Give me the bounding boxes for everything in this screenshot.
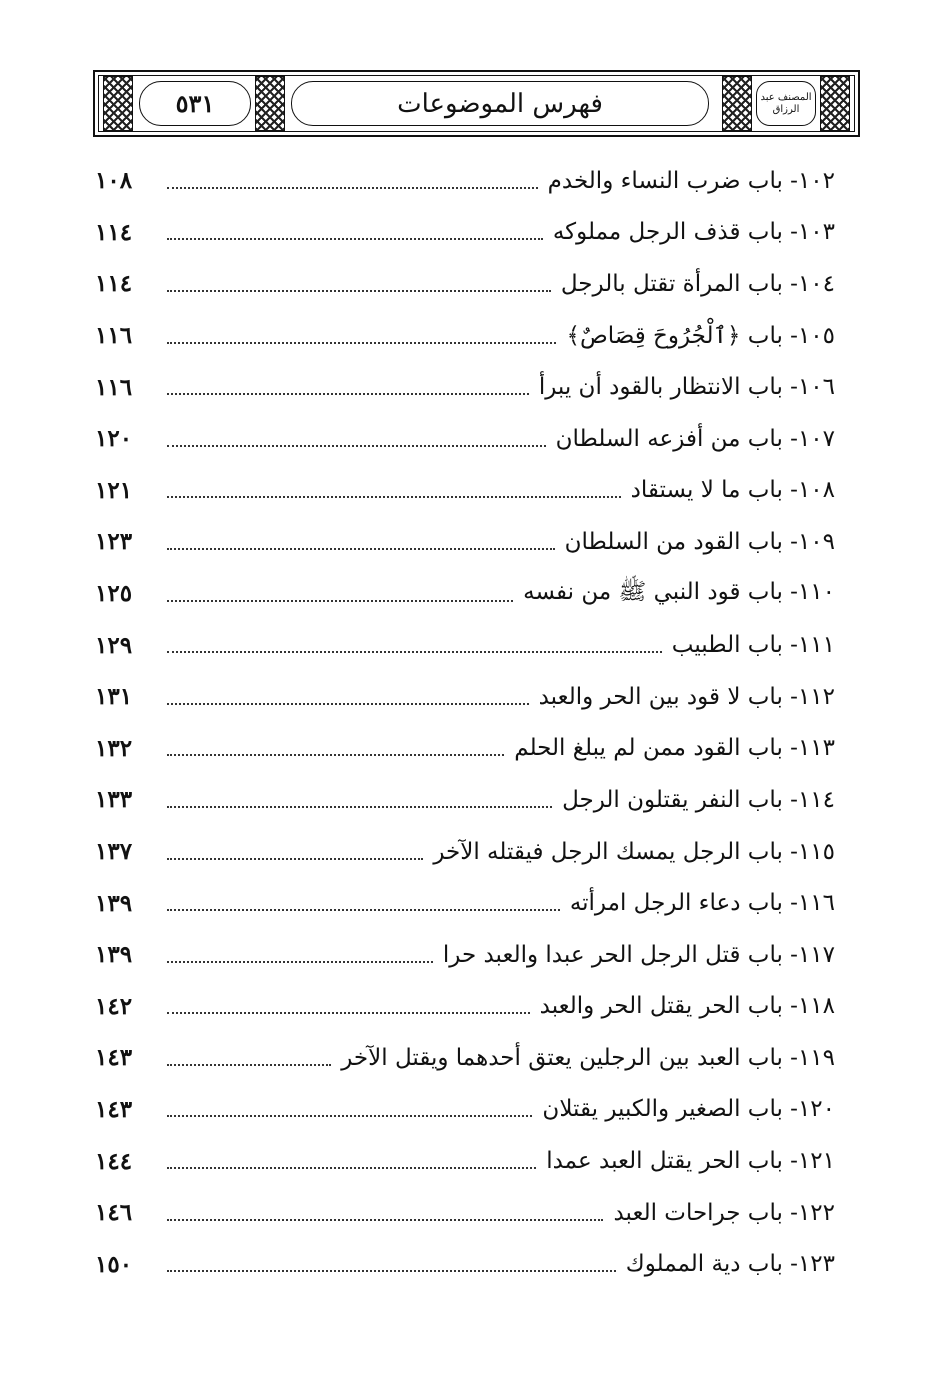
toc-entry-label: ١٠٣- باب قذف الرجل مملوكه xyxy=(552,219,835,246)
toc-entry xyxy=(95,155,835,207)
book-logo xyxy=(756,81,816,126)
toc-entry-label: ١٢١- باب الحر يقتل العبد عمدا xyxy=(546,1148,835,1175)
toc-entry xyxy=(95,1084,835,1136)
ornament-left-outer xyxy=(103,76,133,131)
dot-leader xyxy=(167,496,621,498)
toc-entry-page: ١٢٥ xyxy=(95,580,133,608)
toc-entry-label: ١١٢- باب لا قود بين الحر والعبد xyxy=(538,683,835,710)
toc-entry-page: ١٢٠ xyxy=(95,425,133,453)
ornament-left-inner xyxy=(255,76,285,131)
toc-entry xyxy=(95,877,835,929)
dot-leader xyxy=(167,703,529,705)
toc-entry xyxy=(95,310,835,362)
toc-entry-label: ١١٣- باب القود ممن لم يبلغ الحلم xyxy=(514,735,835,762)
toc-entry xyxy=(95,413,835,465)
toc-entry-page: ١٠٨ xyxy=(95,167,133,195)
toc-entry xyxy=(95,826,835,878)
toc-entry-page: ١٣٩ xyxy=(95,889,133,917)
page-number-plate xyxy=(139,81,251,126)
dot-leader xyxy=(167,342,556,344)
toc-entry-page: ١٥٠ xyxy=(95,1250,133,1278)
toc-entry-label: ١١٧- باب قتل الرجل الحر عبدا والعبد حرا xyxy=(442,941,835,968)
dot-leader xyxy=(167,1115,532,1117)
toc-entry xyxy=(95,774,835,826)
ornament-right-outer xyxy=(820,76,850,131)
toc-entry-page: ١١٦ xyxy=(95,373,133,401)
dot-leader xyxy=(167,393,529,395)
toc-entry-label: ١٢٠- باب الصغير والكبير يقتلان xyxy=(542,1096,835,1123)
toc-entry-label: ١٢٣- باب دية المملوك xyxy=(625,1251,835,1278)
toc-entry xyxy=(95,981,835,1033)
book-logo-text: المصنف عبد الرزاق xyxy=(760,91,812,115)
toc-entry-page: ١١٤ xyxy=(95,270,133,298)
page-header xyxy=(93,70,860,137)
toc-entry-label: ١١٩- باب العبد بين الرجلين يعتق أحدهما ويقتل الآخر xyxy=(341,1044,835,1071)
toc-entry-label: ١٢٢- باب جراحات العبد xyxy=(613,1199,835,1226)
toc-entry-page: ١٤٣ xyxy=(95,1044,133,1072)
toc-entry-label: ١٠٥- باب ﴿ٱلْجُرُوحَ قِصَاصٌ﴾ xyxy=(566,322,835,349)
dot-leader xyxy=(167,445,546,447)
toc-entry-page: ١٣٩ xyxy=(95,941,133,969)
toc-entry-label: ١١١- باب الطبيب xyxy=(671,632,835,659)
toc-entry-page: ١٤٢ xyxy=(95,992,133,1020)
toc-entry-page: ١٣١ xyxy=(95,683,133,711)
toc-entry xyxy=(95,1238,835,1290)
toc-entry-label: ١٠٩- باب القود من السلطان xyxy=(564,528,835,555)
ornament-right-inner xyxy=(722,76,752,131)
toc-entry-page: ١٣٧ xyxy=(95,838,133,866)
toc-entry-label: ١١٤- باب النفر يقتلون الرجل xyxy=(562,786,835,813)
title-plate xyxy=(291,81,709,126)
dot-leader xyxy=(167,1064,331,1066)
toc-entry-page: ١٤٦ xyxy=(95,1199,133,1227)
toc-entry xyxy=(95,516,835,568)
dot-leader xyxy=(167,548,555,550)
toc-entry-page: ١٢١ xyxy=(95,476,133,504)
toc-entry-page: ١١٦ xyxy=(95,322,133,350)
page-title: فهرس الموضوعات xyxy=(397,88,603,119)
toc-entry-page: ١٣٣ xyxy=(95,786,133,814)
toc-entry xyxy=(95,258,835,310)
toc-entry xyxy=(95,619,835,671)
toc-entry xyxy=(95,568,835,620)
dot-leader xyxy=(167,961,433,963)
toc-entry xyxy=(95,207,835,259)
dot-leader xyxy=(167,238,543,240)
toc-entry-label: ١٠٤- باب المرأة تقتل بالرجل xyxy=(560,270,835,297)
toc-entry-label: ١٠٧- باب من أفزعه السلطان xyxy=(555,425,835,452)
toc-entry-page: ١٢٩ xyxy=(95,631,133,659)
toc-entry-page: ١٢٣ xyxy=(95,528,133,556)
dot-leader xyxy=(167,187,538,189)
toc-entry-label: ١١٠- باب قود النبي ﷺ من نفسه xyxy=(523,578,835,605)
toc-entry-page: ١١٤ xyxy=(95,218,133,246)
dot-leader xyxy=(167,1012,530,1014)
toc-entry-page: ١٣٢ xyxy=(95,734,133,762)
toc-entry xyxy=(95,671,835,723)
dot-leader xyxy=(167,651,662,653)
toc-entry xyxy=(95,1187,835,1239)
dot-leader xyxy=(167,1219,603,1221)
toc-entry-label: ١٠٨- باب ما لا يستقاد xyxy=(630,477,835,504)
toc-entry xyxy=(95,1032,835,1084)
dot-leader xyxy=(167,1270,616,1272)
toc-entry-label: ١٠٦- باب الانتظار بالقود أن يبرأ xyxy=(538,374,835,401)
dot-leader xyxy=(167,1167,536,1169)
toc-entry-page: ١٤٣ xyxy=(95,1095,133,1123)
dot-leader xyxy=(167,754,504,756)
dot-leader xyxy=(167,600,513,602)
dot-leader xyxy=(167,290,551,292)
toc-entry xyxy=(95,361,835,413)
dot-leader xyxy=(167,806,552,808)
dot-leader xyxy=(167,909,560,911)
toc-entry xyxy=(95,465,835,517)
toc-entry xyxy=(95,723,835,775)
toc-entry-label: ١١٥- باب الرجل يمسك الرجل فيقتله الآخر xyxy=(433,838,835,865)
toc-entry-label: ١١٨- باب الحر يقتل الحر والعبد xyxy=(539,993,835,1020)
dot-leader xyxy=(167,858,423,860)
toc-entry-label: ١٠٢- باب ضرب النساء والخدم xyxy=(547,167,835,194)
table-of-contents xyxy=(95,155,835,1290)
toc-entry xyxy=(95,929,835,981)
toc-entry-label: ١١٦- باب دعاء الرجل امرأته xyxy=(569,890,835,917)
toc-entry-page: ١٤٤ xyxy=(95,1147,133,1175)
toc-entry xyxy=(95,1135,835,1187)
page-number: ٥٣١ xyxy=(175,89,215,118)
